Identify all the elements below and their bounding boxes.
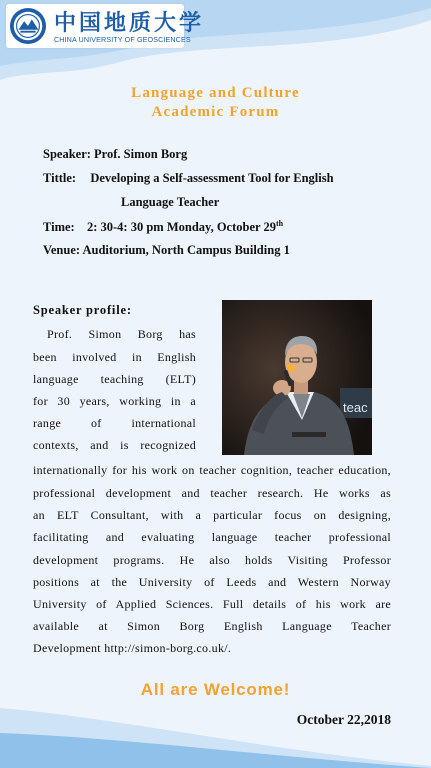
profile-line-1: internationally for his work on teacher cognition, teacher education, (33, 463, 391, 477)
venue-line: Venue: Auditorium, North Campus Building 1 (43, 243, 290, 257)
profile-line-6: positions at the University of Leeds and Western Norway (33, 575, 391, 589)
event-title-line-1: Language and Culture (131, 85, 300, 101)
profile-line-2: professional development and teacher research. He works as (33, 486, 391, 500)
profile-side-line-1: Prof. Simon Borg has (47, 327, 196, 341)
talk-title-label: Tittle: (43, 171, 77, 185)
time-value: 2: 30-4: 30 pm Monday, October 29 (86, 220, 276, 235)
profile-line-5: development programs. He also holds Visiting Professor (33, 553, 391, 567)
profile-side-line-4: for 30 years, working in a (33, 394, 196, 408)
profile-line-3: an ELT Consultant, with a particular focus on designing, (33, 508, 391, 522)
profile-side-line-3: language teaching (ELT) (33, 372, 196, 386)
notice-date: October 22,2018 (296, 712, 391, 727)
speaker-profile-heading: Speaker profile: (33, 303, 132, 317)
profile-line-8: available at Simon Borg English Language Teacher (33, 619, 391, 633)
university-seal-icon (9, 7, 47, 45)
speaker-photo-image (222, 300, 372, 455)
event-title-line-2: Academic Forum (151, 104, 280, 120)
profile-side-line-6: contexts, and is recognized (33, 438, 196, 452)
profile-line-7: University of Applied Sciences. Full details of his work are (33, 597, 391, 611)
speaker-photo (222, 300, 372, 455)
talk-title-value-1: Developing a Self-assessment Tool for English (90, 171, 334, 185)
welcome-message: All are Welcome! (140, 680, 291, 699)
profile-side-line-5: range of international (33, 416, 196, 430)
time-line (43, 219, 283, 235)
profile-line-9: Development http://simon-borg.co.uk/. (33, 641, 232, 655)
university-logo (6, 4, 205, 48)
talk-title-line (43, 171, 334, 186)
speaker-line: Speaker: Prof. Simon Borg (43, 147, 188, 161)
university-name-english: CHINA UNIVERSITY OF GEOSCIENCES (54, 35, 191, 44)
university-name-chinese: 中国地质大学 (54, 10, 205, 36)
time-ordinal-suffix: th (275, 219, 284, 228)
time-label: Time: (43, 220, 75, 235)
profile-side-line-2: been involved in English (33, 350, 196, 364)
profile-line-4: facilitating and evaluating language teacher professional (33, 530, 391, 544)
talk-title-value-2: Language Teacher (121, 195, 220, 209)
photo-background-sign: teac (343, 400, 368, 415)
